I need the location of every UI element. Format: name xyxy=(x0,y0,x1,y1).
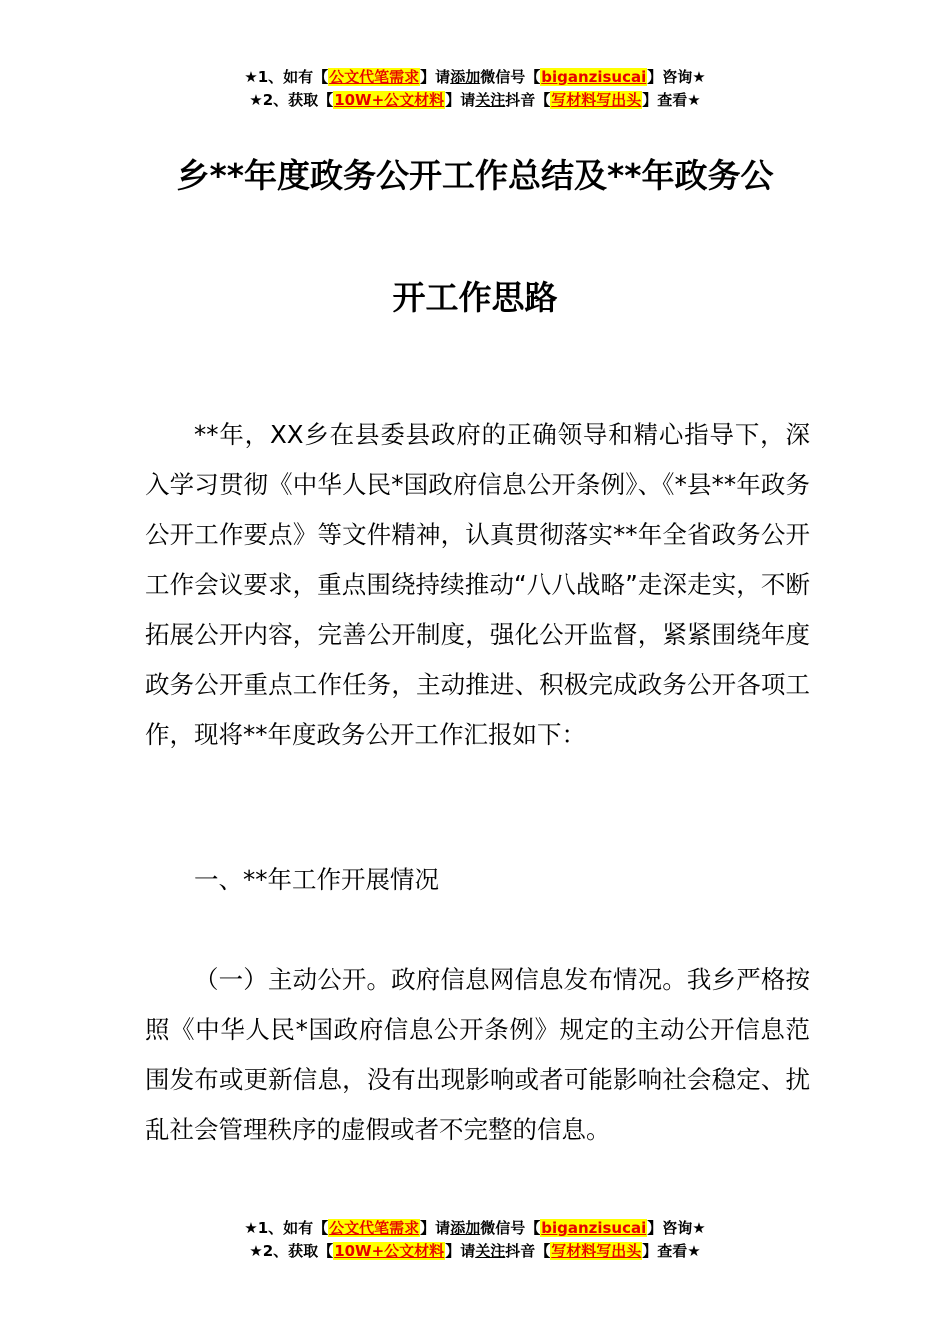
banner-text: ★1、如有【 xyxy=(244,1219,329,1237)
banner-text: 微信号【 xyxy=(480,1219,541,1237)
paragraph-active-disclosure: （一）主动公开。政府信息网信息发布情况。我乡严格按照《中华人民*国政府信息公开条例》规定的主动公开信息范围发布或更新信息，没有出现影响或者可能影响社会稳定、扰乱社会管理秩序的虚假或者不完整的信息。 xyxy=(145,965,810,1144)
banner-text: 】请 xyxy=(420,68,451,86)
body-section xyxy=(145,410,810,760)
banner-text: 】查看★ xyxy=(642,1242,701,1260)
banner-emphasis: 添加 xyxy=(450,1219,481,1237)
banner-text: 】请 xyxy=(445,1242,476,1260)
document-title-line-1: 乡**年度政务公开工作总结及**年政务公 xyxy=(176,156,774,195)
banner-highlight: 10W+公文材料 xyxy=(334,91,445,109)
bottom-banner xyxy=(0,1217,950,1263)
banner-highlight: 公文代笔需求 xyxy=(329,68,420,86)
section-heading: 一、**年工作开展情况 xyxy=(194,865,439,894)
banner-wechat-id: biganzisucai xyxy=(541,68,647,86)
banner-line-1 xyxy=(0,1217,950,1240)
banner-text: 抖音【 xyxy=(505,91,551,109)
banner-text: ★2、获取【 xyxy=(249,91,334,109)
banner-highlight: 公文代笔需求 xyxy=(329,1219,420,1237)
paragraph-intro: **年，XX乡在县委县政府的正确领导和精心指导下，深入学习贯彻《中华人民*国政府信息公开条例》、《*县**年政务公开工作要点》等文件精神，认真贯彻落实**年全省政务公开工作会议要求，重点围绕持续推动“八八战略”走深走实，不断拓展公开内容，完善公开制度，强化公开监督，紧紧围绕年度政务公开重点工作任务，主动推进、积极完成政务公开各项工作，现将**年度政务公开工作汇报如下： xyxy=(145,420,810,749)
banner-text: 】咨询★ xyxy=(647,68,706,86)
banner-douyin-id: 写材料写出头 xyxy=(551,1242,642,1260)
body-section xyxy=(145,855,810,905)
banner-emphasis: 关注 xyxy=(475,91,506,109)
banner-emphasis: 关注 xyxy=(475,1242,506,1260)
banner-text: 微信号【 xyxy=(480,68,541,86)
body-section xyxy=(145,955,810,1155)
banner-line-2 xyxy=(0,1240,950,1263)
banner-emphasis: 添加 xyxy=(450,68,481,86)
banner-line-1 xyxy=(0,66,950,89)
banner-highlight: 10W+公文材料 xyxy=(334,1242,445,1260)
banner-text: 】请 xyxy=(420,1219,451,1237)
banner-text: 抖音【 xyxy=(505,1242,551,1260)
banner-text: 】查看★ xyxy=(642,91,701,109)
banner-text: ★2、获取【 xyxy=(249,1242,334,1260)
banner-text: ★1、如有【 xyxy=(244,68,329,86)
banner-wechat-id: biganzisucai xyxy=(541,1219,647,1237)
top-banner xyxy=(0,66,950,112)
banner-text: 】请 xyxy=(445,91,476,109)
banner-douyin-id: 写材料写出头 xyxy=(551,91,642,109)
document-title-line-2: 开工作思路 xyxy=(392,278,558,317)
banner-text: 】咨询★ xyxy=(647,1219,706,1237)
banner-line-2 xyxy=(0,89,950,112)
